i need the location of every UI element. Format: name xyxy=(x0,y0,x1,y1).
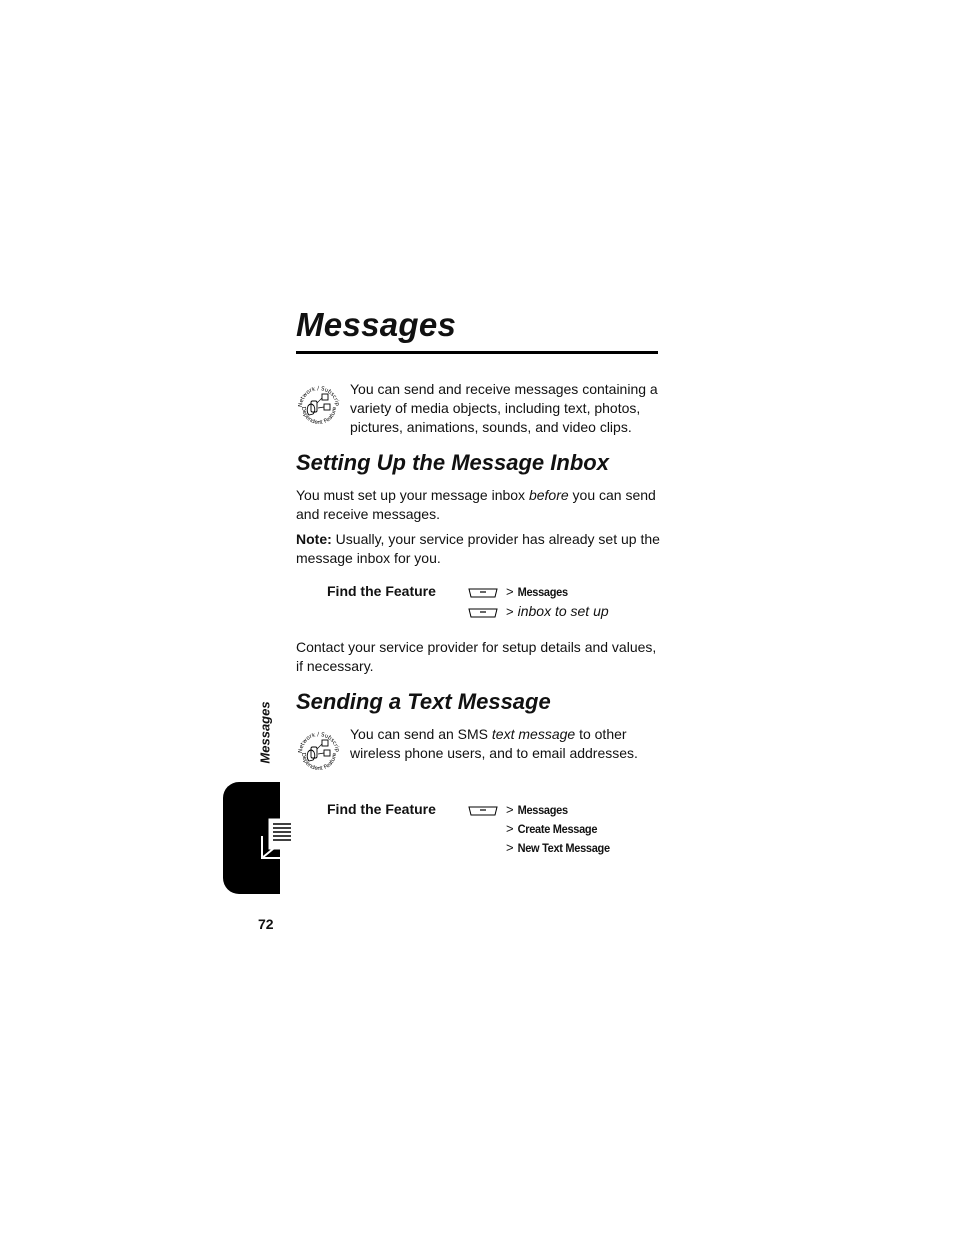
menu-command: Messages xyxy=(517,586,568,600)
title-rule xyxy=(296,351,658,354)
sending-intro-text: You can send an SMS text message to other wireless phone users, and to email addresses. xyxy=(350,726,638,761)
feature-path-line: > Messages xyxy=(468,582,568,601)
svg-text:Network / Subscription: Network / Subscrip xyxy=(297,731,341,754)
envelope-letter-icon xyxy=(259,816,305,862)
menu-command: Create Message xyxy=(517,823,598,837)
menu-command: New Text Message xyxy=(517,842,610,856)
intro-text: You can send and receive messages containing a variety of media objects, including text, photos, pictures, animations, sounds, and video clips. xyxy=(350,381,658,435)
inbox-note: Note: Usually, your service provider has already set up the message inbox for you. xyxy=(296,531,660,566)
network-subscription-dependent-feature-icon xyxy=(296,727,342,779)
feature-path-line: > New Text Message xyxy=(506,838,610,857)
find-feature-label: Find the Feature xyxy=(327,801,436,817)
inbox-after-text: Contact your service provider for setup details and values, if necessary. xyxy=(296,639,657,674)
page-title: Messages xyxy=(296,306,457,343)
svg-text:Network / Subscription: Network / Subscrip xyxy=(297,385,341,408)
menu-key-icon xyxy=(468,588,498,598)
svg-text:Dependent Feature: Dependent Feature xyxy=(299,406,339,427)
side-tab-label: Messages xyxy=(257,701,273,764)
network-subscription-dependent-feature-icon xyxy=(296,381,342,433)
feature-path-line: > inbox to set up xyxy=(468,602,609,621)
page-number: 72 xyxy=(258,916,274,932)
section-heading-sending: Sending a Text Message xyxy=(296,689,551,714)
inbox-paragraph: You must set up your message inbox before you can send and receive messages. xyxy=(296,487,656,522)
feature-path-line: > Messages xyxy=(468,800,568,819)
svg-text:Dependent Feature: Dependent Feature xyxy=(299,752,339,773)
find-feature-label: Find the Feature xyxy=(327,583,436,599)
menu-command: Messages xyxy=(517,804,568,818)
section-heading-inbox: Setting Up the Message Inbox xyxy=(296,450,609,475)
menu-option: inbox to set up xyxy=(517,603,609,619)
menu-key-icon xyxy=(468,608,498,618)
menu-key-icon xyxy=(468,806,498,816)
feature-path-line: > Create Message xyxy=(506,819,597,838)
side-tab xyxy=(223,782,280,894)
